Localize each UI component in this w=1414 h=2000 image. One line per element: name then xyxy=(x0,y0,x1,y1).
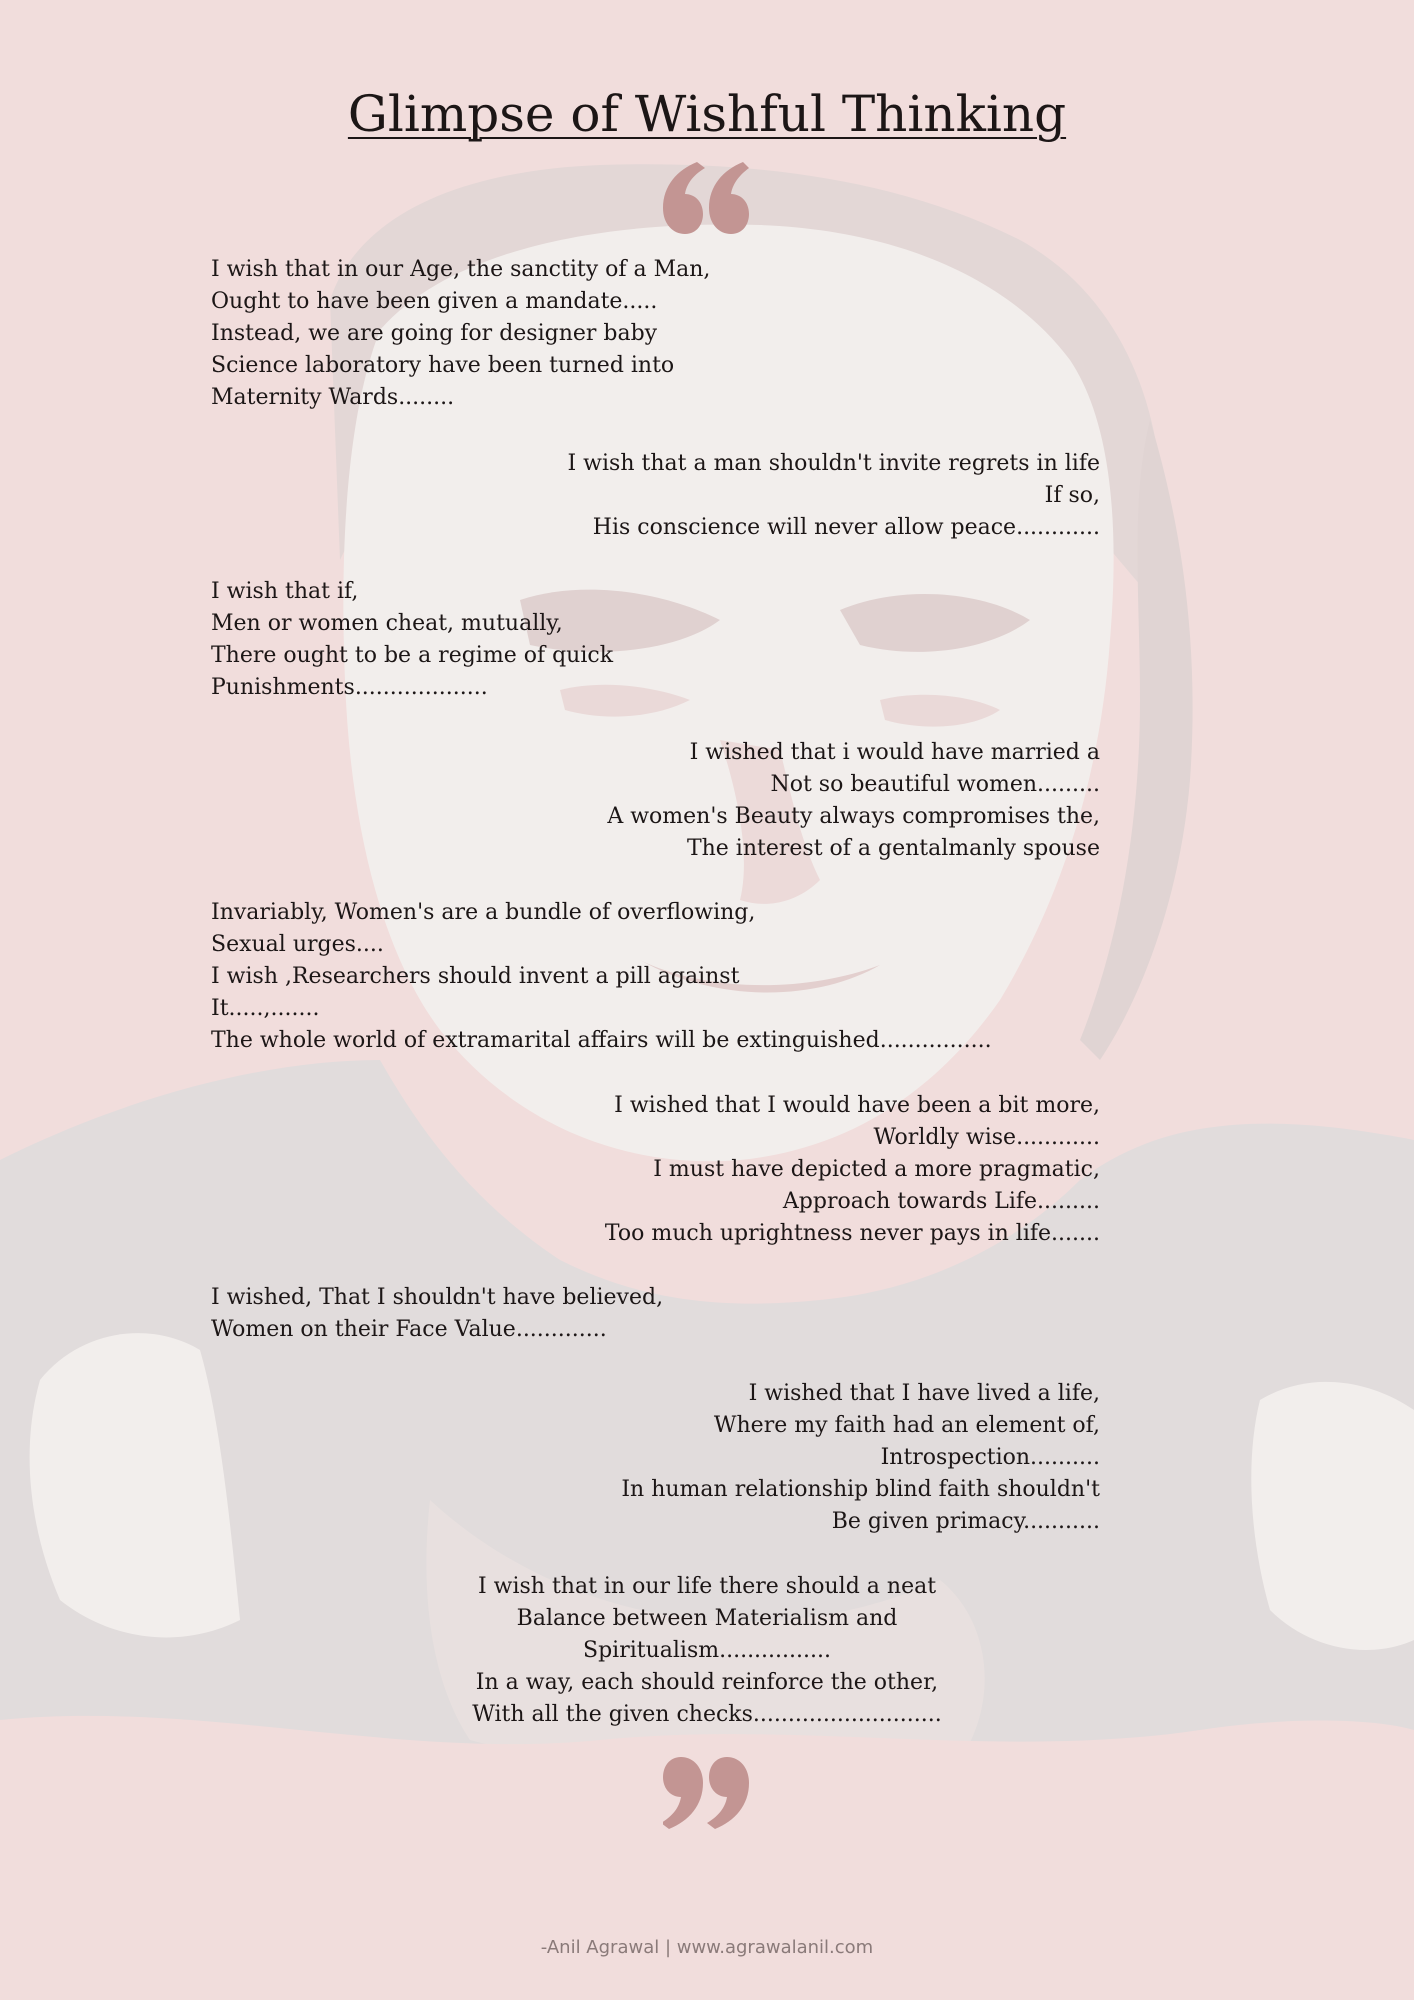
poem-line: I wished that i would have married a xyxy=(689,740,1100,765)
poem-line: The whole world of extramarital affairs will be extinguished................ xyxy=(211,1028,992,1053)
poem-line: I wished that I have lived a life, xyxy=(748,1381,1100,1406)
poem-line: If so, xyxy=(1044,483,1100,508)
poem-line: Where my faith had an element of, xyxy=(713,1413,1100,1438)
poem-line: Maternity Wards........ xyxy=(211,385,455,410)
poem-line: Invariably, Women's are a bundle of overflowing, xyxy=(211,900,756,925)
poem-line: I wish that if, xyxy=(211,579,359,604)
stanza-5 xyxy=(211,897,992,1057)
poem-line: Not so beautiful women......... xyxy=(770,772,1100,797)
stanza-6 xyxy=(420,1090,1100,1250)
poem-line: I wish that in our life there should a neat xyxy=(477,1574,937,1599)
poem-line: Spiritualism................ xyxy=(583,1638,831,1663)
closing-quote-icon xyxy=(663,1755,753,1835)
stanza-1 xyxy=(211,254,710,414)
poem-line: Punishments................... xyxy=(211,675,488,700)
poem-line: The interest of a gentalmanly spouse xyxy=(686,836,1100,861)
stanza-7 xyxy=(211,1282,663,1346)
poem-line: In a way, each should reinforce the other, xyxy=(475,1670,939,1695)
poem-line: Balance between Materialism and xyxy=(516,1606,898,1631)
stanza-8 xyxy=(420,1378,1100,1538)
poem-line: Ought to have been given a mandate..... xyxy=(211,289,658,314)
poem-line: Instead, we are going for designer baby xyxy=(211,321,658,346)
poem-line: I wished, That I shouldn't have believed, xyxy=(211,1285,664,1310)
poem-line: In human relationship blind faith shouldn't xyxy=(621,1477,1100,1502)
poem-line: Approach towards Life......... xyxy=(782,1189,1100,1214)
author-signature: -Anil Agrawal | www.agrawalanil.com xyxy=(540,1937,874,1958)
poem-line: Women on their Face Value............. xyxy=(211,1317,607,1342)
stanza-9 xyxy=(350,1571,1064,1731)
poem-line: With all the given checks........................... xyxy=(472,1702,942,1727)
poem-line: A women's Beauty always compromises the, xyxy=(607,804,1100,829)
poem-line: I wished that I would have been a bit more, xyxy=(614,1093,1100,1118)
stanza-2 xyxy=(420,448,1100,544)
poem-title: Glimpse of Wishful Thinking xyxy=(347,85,1067,143)
poem-line: I must have depicted a more pragmatic, xyxy=(653,1157,1100,1182)
poem-line: I wish that a man shouldn't invite regrets in life xyxy=(567,451,1100,476)
poem-line: Sexual urges.... xyxy=(211,932,384,957)
poem-line: I wish ,Researchers should invent a pill against xyxy=(211,964,740,989)
poem-line: Science laboratory have been turned into xyxy=(211,353,675,378)
poem-line: It.....,....... xyxy=(211,996,320,1021)
poem-line: Introspection.......... xyxy=(880,1445,1100,1470)
stanza-3 xyxy=(211,576,613,704)
poem-line: I wish that in our Age, the sanctity of a Man, xyxy=(211,257,711,282)
stanza-4 xyxy=(420,737,1100,865)
poem-line: Worldly wise............ xyxy=(873,1125,1100,1150)
poem-line: His conscience will never allow peace............ xyxy=(592,515,1100,540)
poem-line: Be given primacy........... xyxy=(831,1509,1100,1534)
opening-quote-icon xyxy=(659,156,749,236)
poem-line: Too much uprightness never pays in life....... xyxy=(604,1221,1100,1246)
poem-line: There ought to be a regime of quick xyxy=(211,643,614,668)
poem-line: Men or women cheat, mutually, xyxy=(211,611,563,636)
